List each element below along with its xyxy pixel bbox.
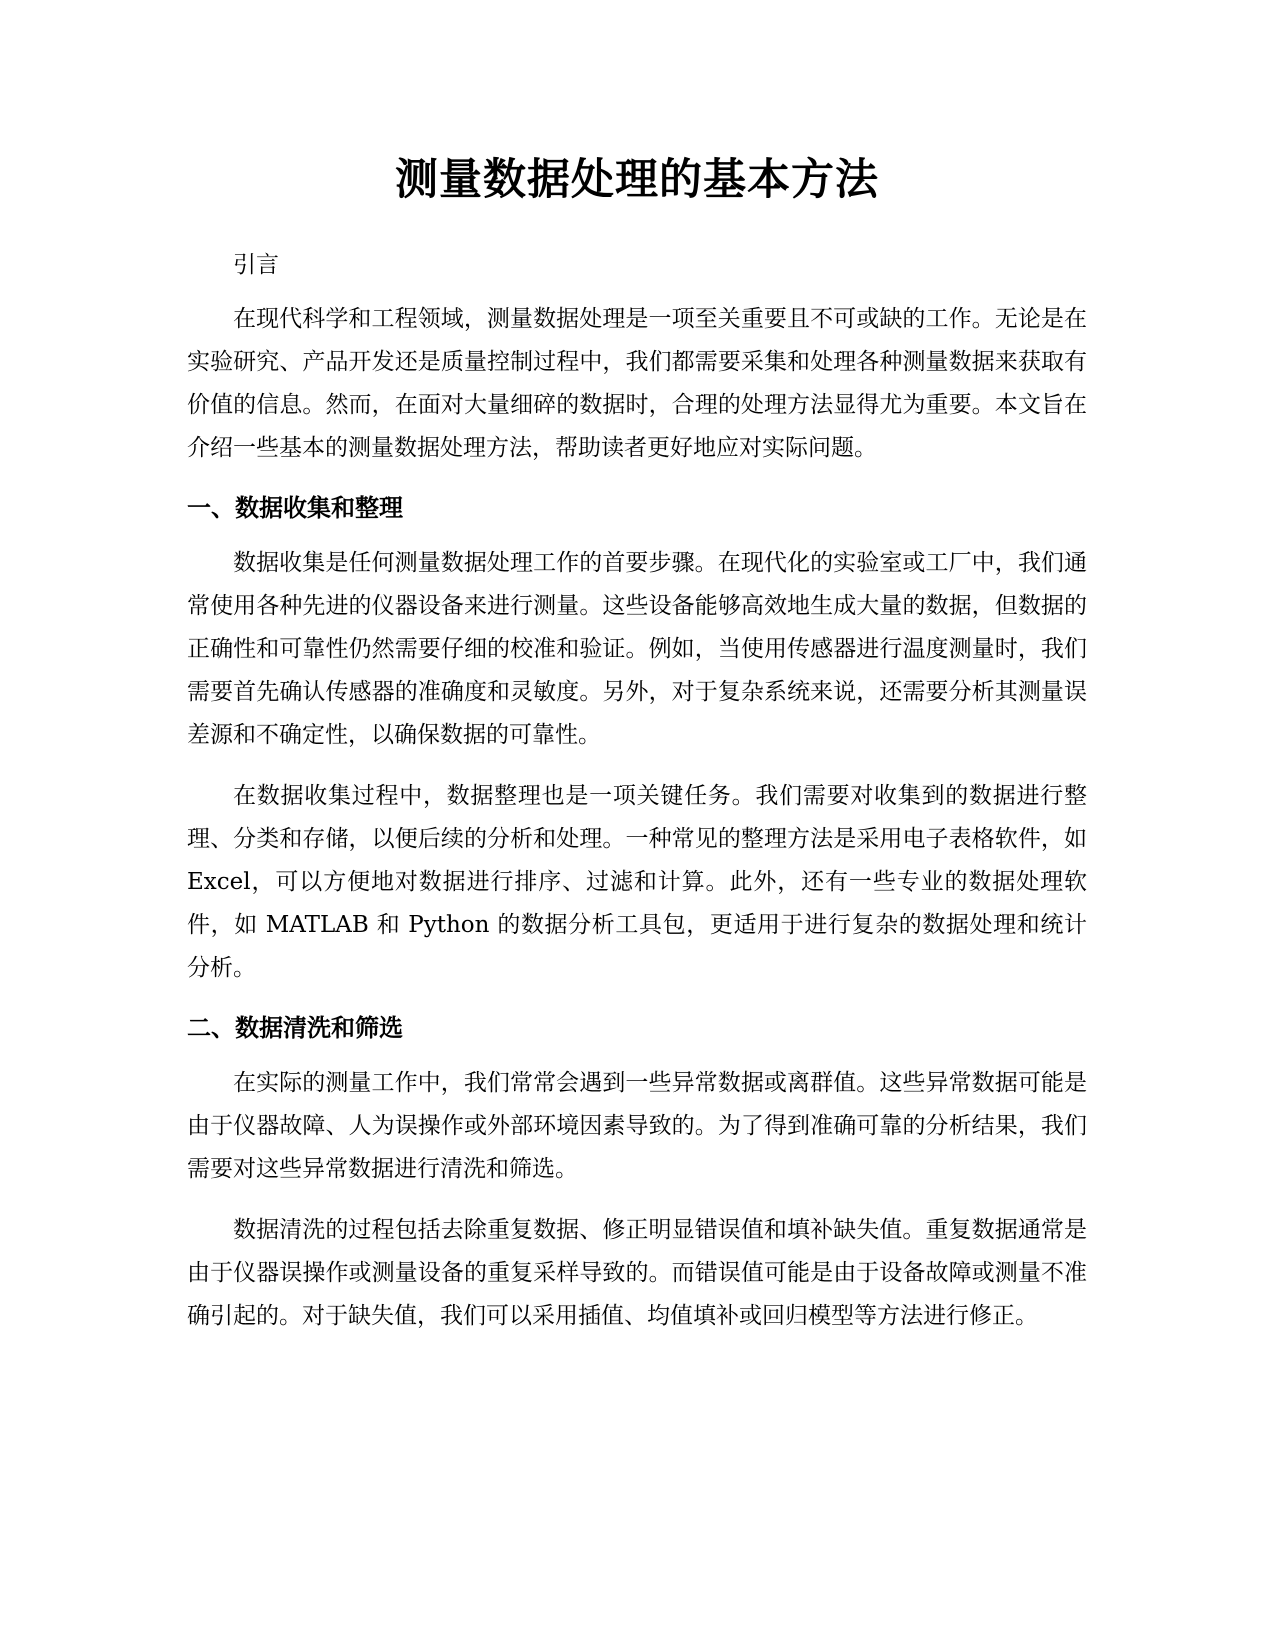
section-1-paragraph-1: 数据收集是任何测量数据处理工作的首要步骤。在现代化的实验室或工厂中，我们通常使用各种先进的仪器设备来进行测量。这些设备能够高效地生成大量的数据，但数据的正确性和可靠性仍然需要仔细的校准和验证。例如，当使用传感器进行温度测量时，我们需要首先确认传感器的准确度和灵敏度。另外，对于复杂系统来说，还需要分析其测量误差源和不确定性，以确保数据的可靠性。: [187, 550, 1087, 748]
section-1-paragraph-2: 在数据收集过程中，数据整理也是一项关键任务。我们需要对收集到的数据进行整理、分类和存储，以便后续的分析和处理。一种常见的整理方法是采用电子表格软件，如 Excel，可以方便地对数据进行排序、过滤和计算。此外，还有一些专业的数据处理软件，如 MATLAB 和 Python 的数据分析工具包，更适用于进行复杂的数据处理和统计分析。: [187, 783, 1087, 981]
section-2-paragraph-1: 在实际的测量工作中，我们常常会遇到一些异常数据或离群值。这些异常数据可能是由于仪器故障、人为误操作或外部环境因素导致的。为了得到准确可靠的分析结果，我们需要对这些异常数据进行清洗和筛选。: [187, 1070, 1087, 1182]
document-body: [187, 150, 1087, 1356]
section-2-paragraph-2: 数据清洗的过程包括去除重复数据、修正明显错误值和填补缺失值。重复数据通常是由于仪器误操作或测量设备的重复采样导致的。而错误值可能是由于设备故障或测量不准确引起的。对于缺失值，我们可以采用插值、均值填补或回归模型等方法进行修正。: [187, 1217, 1087, 1329]
document-title: 测量数据处理的基本方法: [395, 155, 879, 205]
section-heading-1: 一、数据收集和整理: [187, 494, 403, 522]
intro-paragraph: 在现代科学和工程领域，测量数据处理是一项至关重要且不可或缺的工作。无论是在实验研究、产品开发还是质量控制过程中，我们都需要采集和处理各种测量数据来获取有价值的信息。然而，在面对大量细碎的数据时，合理的处理方法显得尤为重要。本文旨在介绍一些基本的测量数据处理方法，帮助读者更好地应对实际问题。: [187, 306, 1087, 461]
section-heading-2: 二、数据清洗和筛选: [187, 1014, 403, 1042]
intro-label: 引言: [233, 252, 279, 278]
